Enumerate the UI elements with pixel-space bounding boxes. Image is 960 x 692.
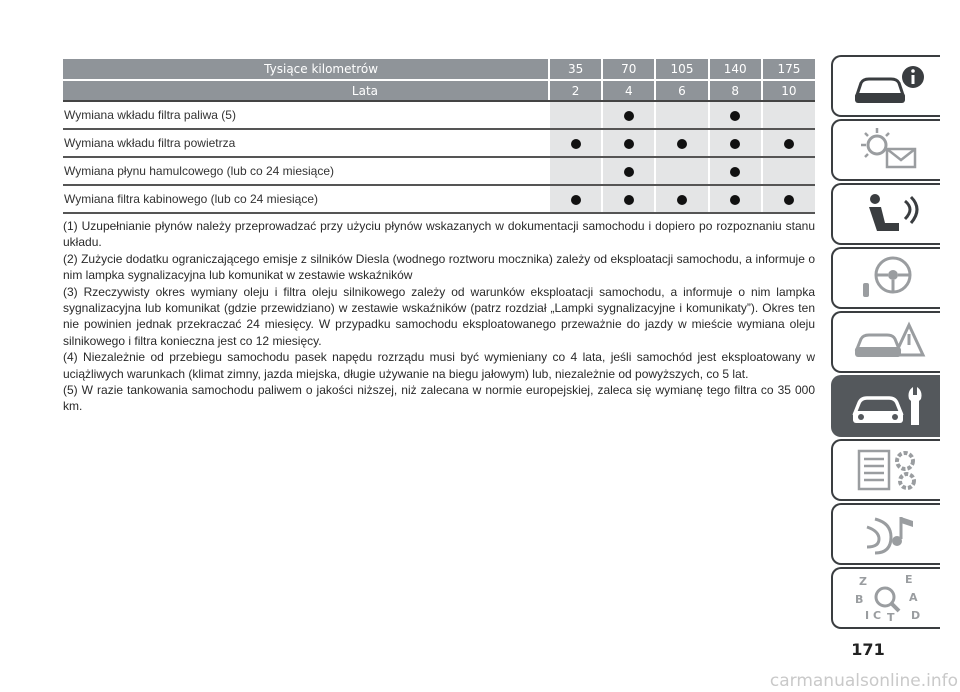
year-value: 4 (602, 80, 655, 101)
footnote: (3) Rzeczywisty okres wymiany oleju i filtra oleju silnikowego zależy od warunków eksploatacji samochodu, a informuje o nim lampka sygnalizacyjna lub komunikat (gdzie przewidziano) w zestawie wskaźników (patrz rozdział „Lampki sygnalizacyjne i komunikaty”). Okres ten nie powinien jednak przekraczać 24 miesięcy. W przypadku samochodu eksploatowanego przeważnie do jazdy w mieście wymiana oleju silnikowego i filtra konieczna jest co 12 miesięcy. (63, 284, 815, 348)
car-emergency-icon (847, 317, 927, 367)
svg-text:I: I (864, 609, 869, 622)
car-service-wrench-icon (847, 381, 927, 431)
years-header-row (63, 80, 815, 101)
chapter-tab-maintenance[interactable] (831, 375, 940, 437)
interval-cell (762, 185, 815, 213)
service-required-dot (730, 139, 740, 149)
interval-cell (549, 185, 602, 213)
service-required-dot (730, 167, 740, 177)
specifications-list-gear-icon (847, 445, 927, 495)
chapter-tab-index[interactable] (831, 567, 940, 629)
km-value: 70 (602, 59, 655, 80)
svg-text:E: E (904, 573, 913, 586)
interval-cell (549, 157, 602, 185)
footnote: (4) Niezależnie od przebiegu samochodu pasek napędu rozrządu musi być wymieniany co 4 lata, jeśli samochód jest eksploatowany w uciążliwych warunkach (klimat zimny, jazda miejska, długie używanie na biegu jałowym) lub, niezależnie od powyższych, co 5 lat. (63, 350, 815, 381)
interval-cell (602, 129, 655, 157)
service-required-dot (624, 167, 634, 177)
service-required-dot (624, 111, 634, 121)
airbag-seat-icon (847, 189, 927, 239)
car-info-icon (847, 61, 927, 111)
km-value: 175 (762, 59, 815, 80)
service-required-dot (677, 139, 687, 149)
svg-text:C: C (872, 609, 881, 622)
interval-cell (709, 157, 762, 185)
steering-wheel-key-icon (847, 253, 927, 303)
interval-cell (709, 101, 762, 129)
service-required-dot (730, 111, 740, 121)
interval-cell (762, 129, 815, 157)
service-required-dot (624, 195, 634, 205)
interval-cell (655, 129, 708, 157)
interval-cell (709, 129, 762, 157)
svg-text:T: T (886, 611, 895, 623)
km-header-row (63, 59, 815, 80)
table-row (63, 101, 815, 129)
multimedia-icon (847, 509, 927, 559)
chapter-tab-starting-driving[interactable] (831, 247, 940, 309)
year-value: 6 (655, 80, 708, 101)
maintenance-table (63, 59, 815, 214)
interval-cell (549, 101, 602, 129)
year-value: 2 (549, 80, 602, 101)
chapter-tab-safety[interactable] (831, 183, 940, 245)
interval-cell (762, 101, 815, 129)
service-required-dot (624, 139, 634, 149)
km-header-label: Tysiące kilometrów (63, 59, 549, 80)
footnote: (2) Zużycie dodatku ograniczającego emisje z silników Diesla (wodnego roztworu mocznika) zależy od eksploatacji samochodu, a informuje o nim lampka sygnalizacyjna lub komunikat w zestawie wskaźników (63, 251, 815, 283)
svg-text:Z: Z (858, 575, 867, 588)
interval-cell (602, 157, 655, 185)
page-number: 171 (851, 640, 885, 659)
footnote: (1) Uzupełnianie płynów należy przeprowadzać przy użyciu płynów wskazanych w dokumentacji samochodu i dopiero po rozpoznaniu stanu układu. (63, 219, 815, 250)
footnote: (5) W razie tankowania samochodu paliwem o jakości niższej, niż zalecana w normie europejskiej, zaleca się wymianę tego filtra co 35 000 km. (63, 383, 815, 414)
alphabetical-index-icon (847, 573, 927, 623)
service-required-dot (730, 195, 740, 205)
years-header-label: Lata (63, 80, 549, 101)
service-required-dot (677, 195, 687, 205)
interval-cell (602, 101, 655, 129)
svg-text:B: B (854, 593, 863, 606)
table-row (63, 129, 815, 157)
watermark: carmanualsonline.info (769, 671, 958, 691)
chapter-tab-technical-data[interactable] (831, 439, 940, 501)
interval-cell (655, 157, 708, 185)
dashboard-lights-icon (847, 125, 927, 175)
footnotes (63, 218, 815, 415)
table-row (63, 157, 815, 185)
service-required-dot (784, 195, 794, 205)
service-required-dot (571, 195, 581, 205)
service-required-dot (571, 139, 581, 149)
km-value: 105 (655, 59, 708, 80)
svg-text:A: A (908, 591, 918, 604)
year-value: 10 (762, 80, 815, 101)
service-item-label: Wymiana wkładu filtra powietrza (63, 129, 549, 157)
service-item-label: Wymiana filtra kabinowego (lub co 24 miesiące) (63, 185, 549, 213)
km-value: 140 (709, 59, 762, 80)
service-item-label: Wymiana wkładu filtra paliwa (5) (63, 101, 549, 129)
service-item-label: Wymiana płynu hamulcowego (lub co 24 miesiące) (63, 157, 549, 185)
chapter-tab-emergency[interactable] (831, 311, 940, 373)
interval-cell (709, 185, 762, 213)
table-row (63, 185, 815, 213)
chapter-tab-multimedia[interactable] (831, 503, 940, 565)
svg-text:D: D (910, 609, 920, 622)
interval-cell (655, 101, 708, 129)
chapter-tab-dashboard-lights[interactable] (831, 119, 940, 181)
year-value: 8 (709, 80, 762, 101)
interval-cell (655, 185, 708, 213)
service-required-dot (784, 139, 794, 149)
interval-cell (602, 185, 655, 213)
chapter-tab-car-info[interactable] (831, 55, 940, 117)
km-value: 35 (549, 59, 602, 80)
interval-cell (549, 129, 602, 157)
interval-cell (762, 157, 815, 185)
